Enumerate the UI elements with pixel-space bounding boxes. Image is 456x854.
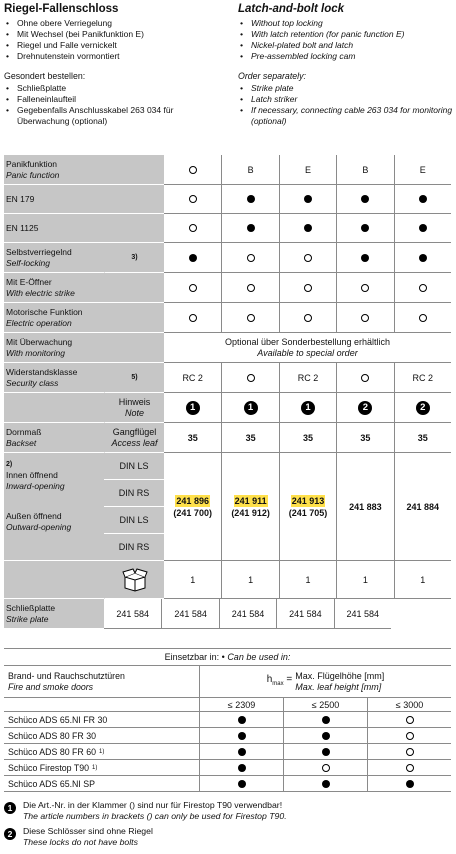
system-name (4, 760, 199, 775)
usage-cell (199, 712, 283, 727)
hmax-subscript: max (272, 680, 284, 687)
cell-value: RC 2 (297, 372, 319, 383)
hmax-en: Max. leaf height [mm] (295, 681, 382, 692)
row-label (4, 599, 104, 629)
label-de: Mit E-Öffner (6, 276, 52, 287)
list-item: • Without top locking (238, 18, 456, 29)
doors-de: Brand- und Rauchschutztüren (8, 670, 125, 681)
value-cell (276, 599, 333, 629)
filled-dot-icon (361, 224, 369, 232)
empty-circle-icon (361, 284, 369, 292)
value-cell (221, 185, 278, 214)
article-number: 241 911 (234, 495, 267, 506)
usage-cell (367, 712, 451, 727)
value-cell (336, 303, 393, 333)
value-cell (164, 423, 221, 453)
filled-dot-icon (419, 254, 427, 262)
article-cell (279, 453, 336, 561)
usage-row (4, 712, 451, 728)
backset-value: 35 (187, 432, 198, 443)
empty-circle-icon (189, 314, 197, 322)
value-cell (336, 393, 393, 423)
english-column (238, 3, 456, 127)
value-cell (336, 561, 393, 599)
value-cell (394, 393, 451, 423)
row-label (4, 243, 104, 273)
usage-cell (283, 712, 367, 727)
value-cell (279, 423, 336, 453)
value-cell (221, 363, 278, 393)
usage-cell (199, 760, 283, 775)
table-row (4, 185, 451, 214)
col-3000: ≤ 3000 (367, 698, 451, 711)
empty-circle-icon (406, 732, 414, 740)
value-cell (336, 243, 393, 273)
filled-dot-icon (322, 732, 330, 740)
note-2-icon: 2 (416, 401, 430, 415)
filled-dot-icon (304, 195, 312, 203)
value-cell (279, 155, 336, 185)
inward-de: Innen öffnend (6, 470, 58, 480)
list-item: • Falleneinlaufteil (4, 94, 226, 105)
note-1-icon: 1 (244, 401, 258, 415)
value-cell (336, 423, 393, 453)
din-ls-label: DIN LS (119, 461, 149, 471)
value-cell (394, 243, 451, 273)
footnote-ref: 1) (99, 748, 105, 755)
row-label (4, 561, 104, 599)
value-cell (164, 303, 221, 333)
label-de: Dornmaß (6, 426, 42, 437)
german-order-title: Gesondert bestellen: (4, 71, 86, 81)
value-cell (221, 561, 278, 599)
table-row (4, 561, 451, 599)
quantity-value: 1 (420, 574, 426, 585)
list-item: • Mit Wechsel (bei Panikfunktion E) (4, 29, 226, 40)
empty-circle-icon (361, 314, 369, 322)
usage-cell (199, 776, 283, 791)
note-1-icon: 1 (4, 802, 16, 814)
inward-en: Inward-opening (6, 481, 65, 491)
value-cell (164, 243, 221, 273)
empty-circle-icon (247, 284, 255, 292)
usage-cell (367, 776, 451, 791)
usage-cols-row (4, 698, 451, 712)
english-title: Latch-and-bolt lock (238, 3, 345, 15)
value-cell (221, 303, 278, 333)
value-cell (394, 185, 451, 214)
article-alt-number: (241 705) (288, 507, 328, 518)
row-label (4, 214, 164, 243)
filled-dot-icon (322, 748, 330, 756)
strike-plate-number: 241 584 (231, 608, 265, 619)
empty-circle-icon (189, 284, 197, 292)
list-item: • Riegel und Falle vernickelt (4, 40, 226, 51)
filled-dot-icon (419, 195, 427, 203)
usage-title-row: Einsetzbar in: • Can be used in: (4, 649, 451, 666)
empty-circle-icon (247, 374, 255, 382)
usage-row (4, 776, 451, 792)
value-cell (164, 393, 221, 423)
empty-circle-icon (406, 764, 414, 772)
value-cell (336, 273, 393, 303)
system-name (4, 776, 199, 791)
value-cell (336, 214, 393, 243)
din-ls-label: DIN LS (119, 515, 149, 525)
value-cell (279, 214, 336, 243)
note-2-icon: 2 (358, 401, 372, 415)
empty-circle-icon (304, 254, 312, 262)
label-en: Backset (6, 437, 37, 448)
empty-circle-icon (247, 314, 255, 322)
usage-row (4, 744, 451, 760)
cell-value: RC 2 (182, 372, 203, 383)
col-2500: ≤ 2500 (283, 698, 367, 711)
german-feature-list (4, 18, 226, 62)
row-label (4, 363, 104, 393)
usage-title-de: Einsetzbar in: (164, 652, 220, 662)
footnote-2 (4, 826, 452, 848)
article-cell (221, 453, 278, 561)
filled-dot-icon (419, 224, 427, 232)
label-de: Selbstverriegelnd (6, 246, 72, 257)
value-cell (279, 393, 336, 423)
value-cell (221, 155, 278, 185)
table-row (4, 155, 451, 185)
note-ref: 3) (131, 254, 138, 261)
system-name (4, 728, 199, 743)
label-en: Panic function (6, 169, 60, 180)
backset-value: 35 (417, 432, 428, 443)
list-item: • Ohne obere Verriegelung (4, 18, 226, 29)
article-cell (394, 453, 451, 561)
table-row (4, 243, 451, 273)
usage-cell (283, 728, 367, 743)
monitoring-de: Optional über Sonderbestellung erhältlich (224, 336, 391, 347)
article-cell (336, 453, 393, 561)
value-cell (164, 155, 221, 185)
filled-dot-icon (247, 224, 255, 232)
footnote-1 (4, 800, 452, 822)
usage-cell (199, 728, 283, 743)
table-row (4, 393, 451, 423)
usage-cell (283, 760, 367, 775)
quantity-value: 1 (248, 574, 254, 585)
value-cell (336, 363, 393, 393)
value-cell (279, 243, 336, 273)
value-cell (336, 155, 393, 185)
cell-value: RC 2 (412, 372, 434, 383)
usage-cell (283, 776, 367, 791)
access-leaf-de: Gangflügel (112, 426, 157, 437)
note-1-icon: 1 (186, 401, 200, 415)
english-order-title: Order separately: (238, 71, 306, 81)
label-de: Widerstandsklasse (6, 366, 78, 377)
filled-dot-icon (238, 764, 246, 772)
row-note (104, 243, 164, 273)
label-de: EN 1125 (6, 222, 39, 233)
label-en: With electric strike (6, 287, 75, 298)
label-de: Panikfunktion (6, 158, 58, 169)
hmax-symbol: h (266, 673, 273, 685)
label-de: EN 179 (6, 193, 35, 204)
article-number: 241 883 (349, 501, 382, 512)
usage-title-en: Can be used in: (227, 652, 291, 662)
usage-row (4, 728, 451, 744)
backset-value: 35 (302, 432, 313, 443)
filled-dot-icon (189, 254, 197, 262)
access-leaf-header (104, 423, 164, 453)
note-header (104, 393, 164, 423)
usage-row (4, 760, 451, 776)
label-en: Electric operation (6, 317, 72, 328)
table-row (4, 273, 451, 303)
list-item: • Latch striker (238, 94, 456, 105)
filled-dot-icon (322, 716, 330, 724)
doors-en: Fire and smoke doors (8, 681, 94, 692)
din-rs-label: DIN RS (118, 488, 150, 498)
label-de: Motorische Funktion (6, 306, 83, 317)
quantity-value: 1 (190, 574, 196, 585)
access-leaf-en: Access leaf (111, 437, 158, 448)
note-en: Note (124, 407, 144, 418)
col-2309: ≤ 2309 (199, 698, 283, 711)
filled-dot-icon (238, 780, 246, 788)
empty-circle-icon (361, 374, 369, 382)
system-name-text: Schüco ADS 65.NI FR 30 (8, 714, 108, 725)
value-cell (164, 185, 221, 214)
list-item: • Nickel-plated bolt and latch (238, 40, 456, 51)
label-en: Security class (6, 377, 59, 388)
table-row (4, 333, 451, 363)
filled-dot-icon (406, 780, 414, 788)
filled-dot-icon (322, 780, 330, 788)
note-2-icon: 2 (4, 828, 16, 840)
value-cell (394, 273, 451, 303)
system-name-text: Schüco Firestop T90 (8, 762, 90, 773)
empty-circle-icon (406, 716, 414, 724)
note-de: Hinweis (118, 396, 151, 407)
value-cell (164, 363, 221, 393)
table-row (4, 303, 451, 333)
row-label (4, 303, 164, 333)
empty-circle-icon (419, 314, 427, 322)
package-cell (104, 561, 164, 599)
value-cell (221, 423, 278, 453)
footnote-ref: 1) (92, 764, 98, 771)
empty-circle-icon (247, 254, 255, 262)
footnote-2-en: These locks do not have bolts (23, 837, 138, 847)
english-order-list (238, 83, 456, 127)
german-order-list (4, 83, 226, 127)
empty-circle-icon (189, 224, 197, 232)
usage-cell (367, 728, 451, 743)
value-cell (164, 561, 221, 599)
value-cell (279, 363, 336, 393)
row-label (4, 273, 164, 303)
value-cell (221, 243, 278, 273)
footnote-1-en: The article numbers in brackets () can only be used for Firestop T90. (23, 811, 287, 821)
package-box-icon (122, 568, 148, 592)
footnote-2-de: Diese Schlösser sind ohne Riegel (23, 826, 153, 836)
value-cell (219, 599, 276, 629)
value-cell (394, 214, 451, 243)
value-cell (104, 599, 161, 629)
monitoring-en: Available to special order (257, 347, 358, 358)
label-en: With monitoring (6, 347, 65, 358)
list-item: • Gegebenfalls Anschlusskabel 263 034 für Überwachung (optional) (4, 105, 226, 127)
value-cell (394, 363, 451, 393)
usage-header-row (4, 666, 451, 698)
filled-dot-icon (238, 732, 246, 740)
value-cell (279, 185, 336, 214)
value-cell (394, 303, 451, 333)
hmax-de: Max. Flügelhöhe [mm] (295, 670, 385, 681)
table-row (4, 214, 451, 243)
outward-de: Außen öffnend (6, 511, 62, 521)
note-ref: 5) (131, 374, 138, 381)
din-label (104, 480, 164, 507)
value-cell (279, 303, 336, 333)
row-label (4, 333, 164, 363)
system-name (4, 744, 199, 759)
value-cell (279, 273, 336, 303)
lock-spec-table (4, 155, 451, 629)
footnote-1-de: Die Art.-Nr. in der Klammer () sind nur für Firestop T90 verwendbar! (23, 800, 283, 810)
row-label (4, 393, 104, 423)
table-row (4, 423, 451, 453)
system-name-text: Schüco ADS 65.NI SP (8, 778, 96, 789)
filled-dot-icon (304, 224, 312, 232)
system-name (4, 712, 199, 727)
empty-circle-icon (419, 284, 427, 292)
note-1-icon: 1 (301, 401, 315, 415)
filled-dot-icon (238, 716, 246, 724)
label-de: Schließplatte (6, 602, 56, 613)
usage-cell (199, 744, 283, 759)
list-item: • Schließplatte (4, 83, 226, 94)
system-name-text: Schüco ADS 80 FR 60 (8, 746, 97, 757)
article-number: 241 884 (406, 501, 440, 512)
list-item: • Drehnutenstein vormontiert (4, 51, 226, 62)
monitoring-note (164, 333, 451, 363)
article-alt-number: (241 700) (173, 507, 212, 518)
article-number: 241 913 (291, 495, 325, 506)
cell-value: E (419, 164, 426, 175)
row-note (104, 363, 164, 393)
opening-labels (4, 453, 104, 561)
value-cell (221, 393, 278, 423)
label-en: Self-locking (6, 257, 50, 268)
strike-plate-number: 241 584 (174, 608, 207, 619)
list-item: • Pre-assembled locking cam (238, 51, 456, 62)
list-item: • If necessary, connecting cable 263 034 for monitoring (optional) (238, 105, 456, 127)
article-number: 241 896 (176, 495, 209, 506)
strike-plate-number: 241 584 (116, 608, 149, 619)
empty-circle-icon (189, 166, 197, 174)
usage-cell (367, 760, 451, 775)
product-header (4, 3, 452, 145)
value-cell (221, 273, 278, 303)
backset-value: 35 (360, 432, 371, 443)
empty-circle-icon (189, 195, 197, 203)
value-cell (394, 423, 451, 453)
din-label (104, 453, 164, 480)
empty-circle-icon (406, 748, 414, 756)
value-cell (161, 599, 218, 629)
opening-note: 2) (6, 461, 13, 468)
strike-plate-number: 241 584 (346, 608, 380, 619)
value-cell (394, 155, 451, 185)
filled-dot-icon (247, 195, 255, 203)
german-column (4, 3, 226, 127)
english-feature-list (238, 18, 456, 62)
filled-dot-icon (238, 748, 246, 756)
usage-cell (283, 744, 367, 759)
din-column (104, 453, 164, 561)
strike-plate-number: 241 584 (289, 608, 322, 619)
row-label (4, 423, 104, 453)
usage-table (4, 648, 451, 792)
din-label (104, 534, 164, 561)
empty-circle-icon (304, 314, 312, 322)
cell-value: B (362, 164, 369, 175)
value-cell (164, 273, 221, 303)
value-cell (279, 561, 336, 599)
label-en: Strike plate (6, 613, 49, 624)
article-cell (164, 453, 221, 561)
quantity-value: 1 (362, 574, 368, 585)
quantity-value: 1 (305, 574, 311, 585)
backset-value: 35 (245, 432, 256, 443)
cell-value: E (304, 164, 311, 175)
value-cell (221, 214, 278, 243)
usage-cell (367, 744, 451, 759)
value-cell (164, 214, 221, 243)
value-cell (334, 599, 391, 629)
row-label (4, 185, 164, 214)
empty-circle-icon (304, 284, 312, 292)
cell-value: B (247, 164, 254, 175)
filled-dot-icon (361, 254, 369, 262)
din-rs-label: DIN RS (118, 542, 150, 552)
empty-circle-icon (322, 764, 330, 772)
article-alt-number: (241 912) (231, 507, 270, 518)
opening-block (4, 453, 451, 561)
filled-dot-icon (361, 195, 369, 203)
system-name-text: Schüco ADS 80 FR 30 (8, 730, 97, 741)
hmax-label: $h_{max}$ = Max. Flügelhöhe [mm] Max. leaf height [mm] (199, 666, 451, 697)
value-cell (336, 185, 393, 214)
value-cell (394, 561, 451, 599)
list-item: • With latch retention (for panic function E) (238, 29, 456, 40)
table-row (4, 363, 451, 393)
list-item: • Strike plate (238, 83, 456, 94)
table-row (4, 599, 451, 629)
outward-en: Outward-opening (6, 522, 72, 532)
din-label (104, 507, 164, 534)
label-de: Mit Überwachung (6, 336, 73, 347)
row-label (4, 155, 164, 185)
german-title: Riegel-Fallenschloss (4, 3, 119, 15)
